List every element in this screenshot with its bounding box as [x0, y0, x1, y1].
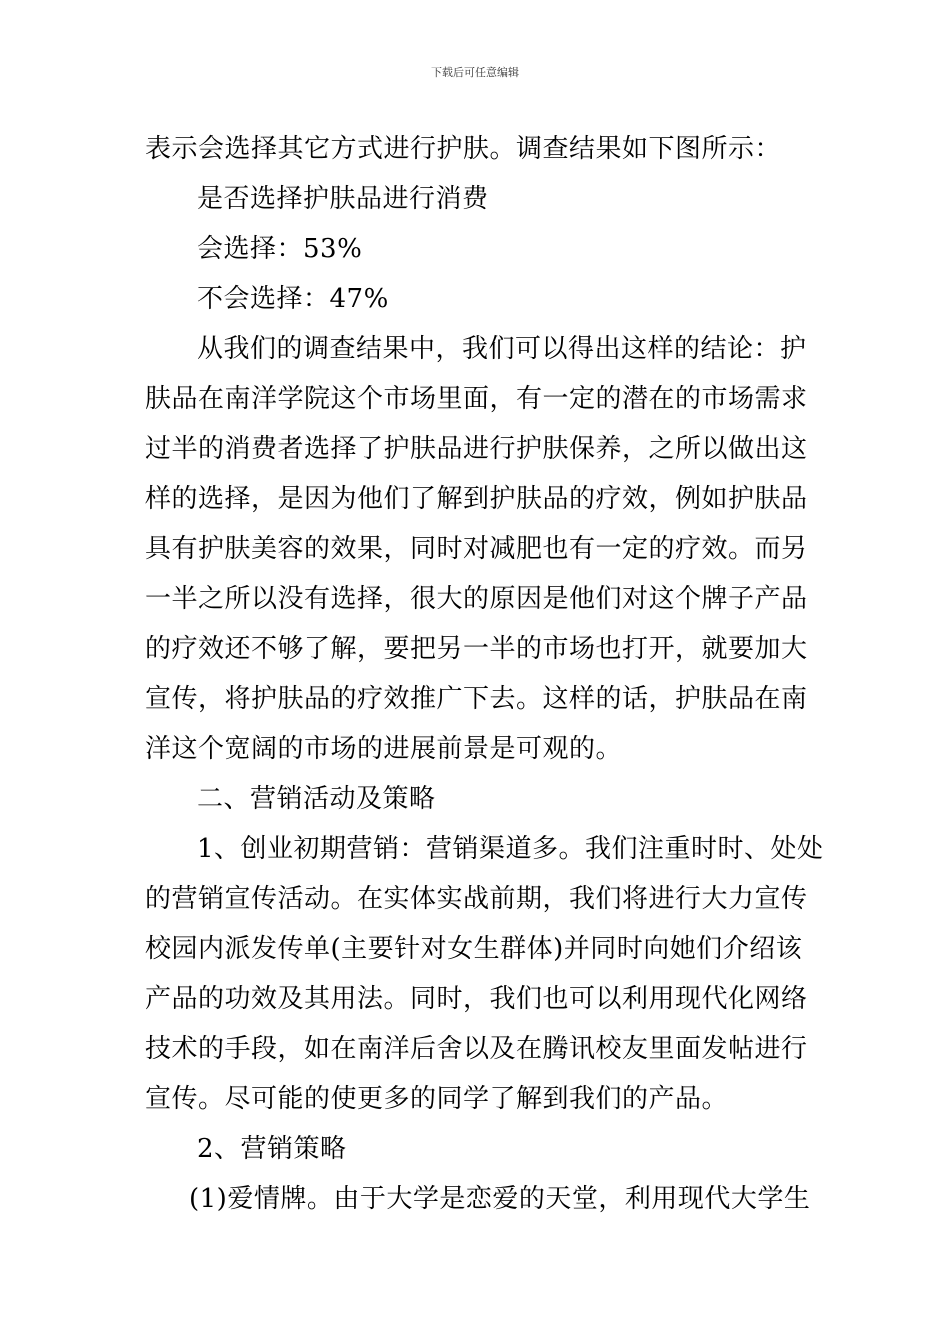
subsection-heading: 2、营销策略 — [197, 1134, 347, 1164]
text-line: 宣传，将护肤品的疗效推广下去。这样的话，护肤品在南 — [145, 684, 808, 714]
text-line: (1)爱情牌。由于大学是恋爱的天堂，利用现代大学生 — [189, 1184, 811, 1214]
text-line: 1、创业初期营销：营销渠道多。我们注重时时、处处 — [197, 834, 824, 864]
text-line: 的疗效还不够了解，要把另一半的市场也打开，就要加大 — [145, 634, 808, 664]
text-line: 具有护肤美容的效果，同时对减肥也有一定的疗效。而另 — [145, 534, 808, 564]
text-line: 技术的手段，如在南洋后舍以及在腾讯校友里面发帖进行 — [145, 1034, 808, 1064]
text-line: 肤品在南洋学院这个市场里面，有一定的潜在的市场需求 — [145, 384, 808, 414]
text-line: 过半的消费者选择了护肤品进行护肤保养，之所以做出这 — [145, 434, 808, 464]
text-line: 一半之所以没有选择，很大的原因是他们对这个牌子产品 — [145, 584, 808, 614]
text-line: 是否选择护肤品进行消费 — [197, 184, 489, 214]
text-line: 校园内派发传单(主要针对女生群体)并同时向她们介绍该 — [145, 934, 803, 964]
page-header-note: 下载后可任意编辑 — [431, 66, 519, 79]
text-line: 宣传。尽可能的使更多的同学了解到我们的产品。 — [145, 1084, 729, 1114]
text-line: 的营销宣传活动。在实体实战前期，我们将进行大力宣传 — [145, 884, 808, 914]
text-line: 样的选择，是因为他们了解到护肤品的疗效，例如护肤品 — [145, 484, 808, 514]
text-line: 洋这个宽阔的市场的进展前景是可观的。 — [145, 734, 623, 764]
text-line: 从我们的调查结果中，我们可以得出这样的结论：护 — [197, 334, 807, 364]
text-line: 会选择：53% — [197, 234, 363, 264]
section-heading: 二、营销活动及策略 — [197, 784, 436, 814]
text-line: 表示会选择其它方式进行护肤。调查结果如下图所示： — [145, 134, 782, 164]
document-body — [145, 124, 824, 1224]
text-line: 产品的功效及其用法。同时，我们也可以利用现代化网络 — [145, 984, 808, 1014]
text-line: 不会选择：47% — [197, 284, 389, 314]
